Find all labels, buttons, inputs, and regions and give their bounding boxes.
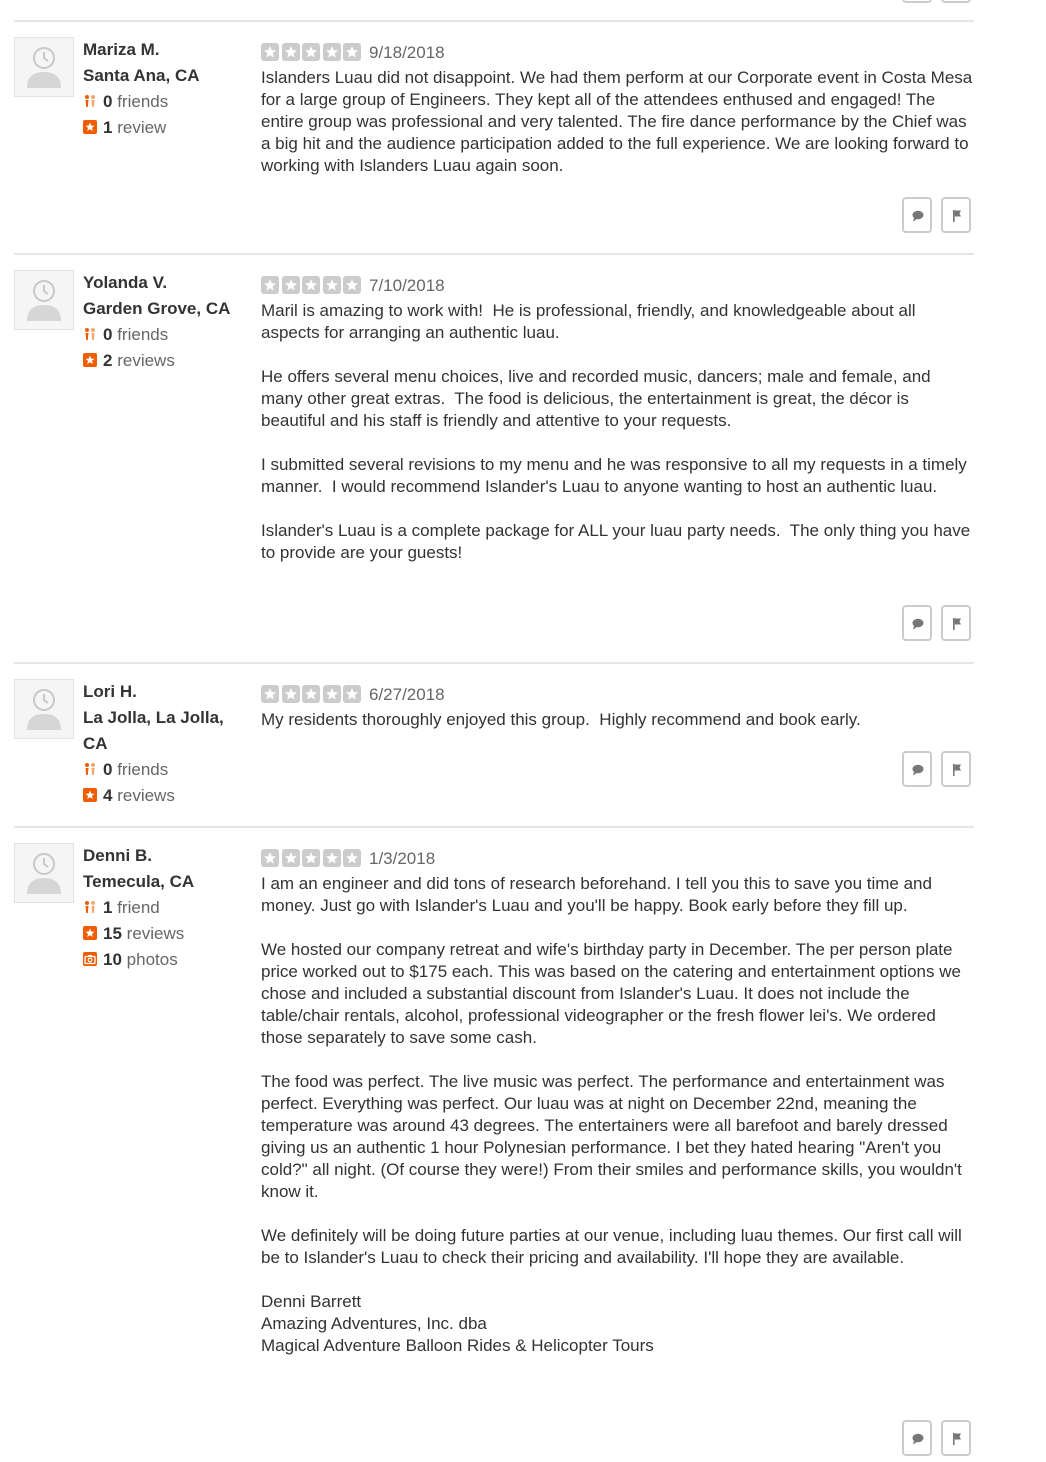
review-star-icon [83,784,97,798]
reviewer-location: La Jolla, La Jolla, CA [83,708,224,753]
flag-button[interactable] [941,751,971,787]
rating-star-icon [261,43,279,61]
flag-icon [950,617,964,631]
comment-icon [911,763,925,777]
friends-icon [83,896,97,910]
friends-icon [83,323,97,337]
review-content [261,270,973,564]
rating-star-icon [323,849,341,867]
default-avatar-icon [15,680,73,738]
separator [14,253,974,255]
comment-button[interactable] [902,751,932,787]
review-date: 1/3/2018 [369,849,436,868]
reviewer-info [83,37,243,141]
review-paragraph: Denni Barrett Amazing Adventures, Inc. dba Magical Adventure Balloon Rides & Helicopter Tours [261,1292,654,1355]
review-paragraph: I am an engineer and did tons of research beforehand. I tell you this to save you time and money. Just go with Islander's Luau and you'll be happy. Book early before they fill up. [261,874,937,915]
reviewer-name[interactable]: Denni B. [83,846,152,865]
flag-button[interactable] [941,197,971,233]
previous-comment-button[interactable] [902,0,932,3]
photos-count: 10 [103,950,122,969]
reviews-stat [83,348,243,374]
rating-star-icon [261,276,279,294]
friends-icon [83,90,97,104]
reviewer-location: Temecula, CA [83,872,195,891]
friends-stat [83,895,243,921]
photos-label: photos [126,950,178,969]
separator [14,826,974,828]
rating-star-icon [261,685,279,703]
rating-star-icon [302,43,320,61]
review-paragraph: He offers several menu choices, live and recorded music, dancers; male and female, and many other great extras. The food is delicious, the entertainment is great, the décor is beautiful and his staff is friendly and attentive to your requests. [261,367,936,430]
review-text [261,300,973,564]
photos-stat [83,947,243,973]
flag-icon [950,763,964,777]
default-avatar-icon [15,844,73,902]
reviewer-location: Santa Ana, CA [83,66,200,85]
review-star-icon [83,349,97,363]
star-rating [261,276,364,294]
reviews-label: reviews [117,786,175,805]
friends-label: friends [117,325,169,344]
friends-label: friend [117,898,160,917]
reviewer-info [83,679,243,809]
avatar[interactable] [14,37,74,97]
rating-star-icon [302,685,320,703]
review-paragraph: We hosted our company retreat and wife's birthday party in December. The per person plate price worked out to $175 each. This was based on the catering and entertainment options we chose and included a substantial discount from Islander's Luau. It does not include the table/chair rentals, alcohol, professional videographer or the fresh flower lei's. We ordered those separately to save some cash. [261,940,966,1047]
friends-count: 0 [103,325,113,344]
comment-icon [911,617,925,631]
rating-star-icon [302,849,320,867]
comment-icon [911,209,925,223]
avatar[interactable] [14,843,74,903]
friends-icon [83,758,97,772]
friends-stat [83,322,243,348]
review-date: 9/18/2018 [369,43,445,62]
rating-star-icon [302,276,320,294]
review-paragraph: Maril is amazing to work with! He is professional, friendly, and knowledgeable about all aspects for arranging an authentic luau. [261,301,921,342]
review-star-icon [83,922,97,936]
friends-stat [83,757,243,783]
rating-star-icon [343,849,361,867]
review-content [261,843,973,1357]
review-content [261,37,977,177]
friends-label: friends [117,92,169,111]
review-text [261,67,977,177]
review-paragraph: I submitted several revisions to my menu and he was responsive to all my requests in a timely manner. I would recommend Islander's Luau to anyone wanting to host an authentic luau. [261,455,972,496]
review-paragraph: My residents thoroughly enjoyed this group. Highly recommend and book early. [261,710,861,729]
rating-star-icon [261,849,279,867]
reviewer-location: Garden Grove, CA [83,299,231,318]
rating-star-icon [323,43,341,61]
reviewer-info [83,843,243,973]
rating-star-icon [343,276,361,294]
review-date: 6/27/2018 [369,685,445,704]
star-rating [261,43,364,61]
rating-star-icon [282,43,300,61]
comment-button[interactable] [902,605,932,641]
reviews-label: reviews [117,351,175,370]
reviews-count: 4 [103,786,113,805]
comment-icon [911,1432,925,1446]
comment-button[interactable] [902,1420,932,1456]
rating-star-icon [323,685,341,703]
review-text [261,873,973,1357]
reviews-label: review [117,118,167,137]
star-rating [261,685,364,703]
previous-flag-button[interactable] [941,0,971,3]
review-date: 7/10/2018 [369,276,445,295]
review-paragraph: Islander's Luau is a complete package for ALL your luau party needs. The only thing you have to provide are your guests! [261,521,975,562]
default-avatar-icon [15,38,73,96]
flag-button[interactable] [941,1420,971,1456]
rating-star-icon [343,43,361,61]
review-content [261,679,973,731]
camera-icon [83,948,97,962]
review-star-icon [83,116,97,130]
reviews-count: 2 [103,351,113,370]
reviews-stat [83,783,243,809]
flag-icon [950,1432,964,1446]
friends-label: friends [117,760,169,779]
review-text [261,709,973,731]
review-paragraph: Islanders Luau did not disappoint. We had them perform at our Corporate event in Costa Mesa for a large group of Engineers. They kept all of the attendees enthused and engaged! The entire group was professional and very talented. The fire dance performance by the Chief was a big hit and the audience participation added to the full experience. We are looking forward to working with Islanders Luau again soon. [261,68,977,175]
reviews-count: 1 [103,118,113,137]
rating-star-icon [282,685,300,703]
avatar[interactable] [14,679,74,739]
reviewer-name[interactable]: Lori H. [83,682,137,701]
rating-star-icon [282,849,300,867]
review-paragraph: The food was perfect. The live music was perfect. The performance and entertainment was perfect. Everything was perfect. Our luau was at night on December 22nd, meaning the temperature was around 43 degrees. The entertainers were all barefoot and barely dressed giving us an authentic 1 hour Polynesian performance. I bet they hated hearing "Aren't you cold?" all night. (Of course they were!) From their smiles and performance skills, you wouldn't know it. [261,1072,967,1201]
reviews-stat [83,921,243,947]
reviewer-name[interactable]: Yolanda V. [83,273,168,292]
separator [14,662,974,664]
separator [14,20,974,22]
flag-icon [950,209,964,223]
reviewer-name[interactable]: Mariza M. [83,40,160,59]
reviewer-info [83,270,243,374]
reviews-count: 15 [103,924,122,943]
avatar[interactable] [14,270,74,330]
rating-star-icon [282,276,300,294]
review-paragraph: We definitely will be doing future parties at our venue, including luau themes. Our first call will be to Islander's Luau to check their pricing and availability. I'll hope they are available. [261,1226,967,1267]
friends-count: 0 [103,92,113,111]
friends-count: 0 [103,760,113,779]
default-avatar-icon [15,271,73,329]
reviews-stat [83,115,243,141]
reviews-label: reviews [126,924,185,943]
rating-star-icon [343,685,361,703]
star-rating [261,849,364,867]
friends-stat [83,89,243,115]
comment-button[interactable] [902,197,932,233]
flag-button[interactable] [941,605,971,641]
friends-count: 1 [103,898,113,917]
rating-star-icon [323,276,341,294]
